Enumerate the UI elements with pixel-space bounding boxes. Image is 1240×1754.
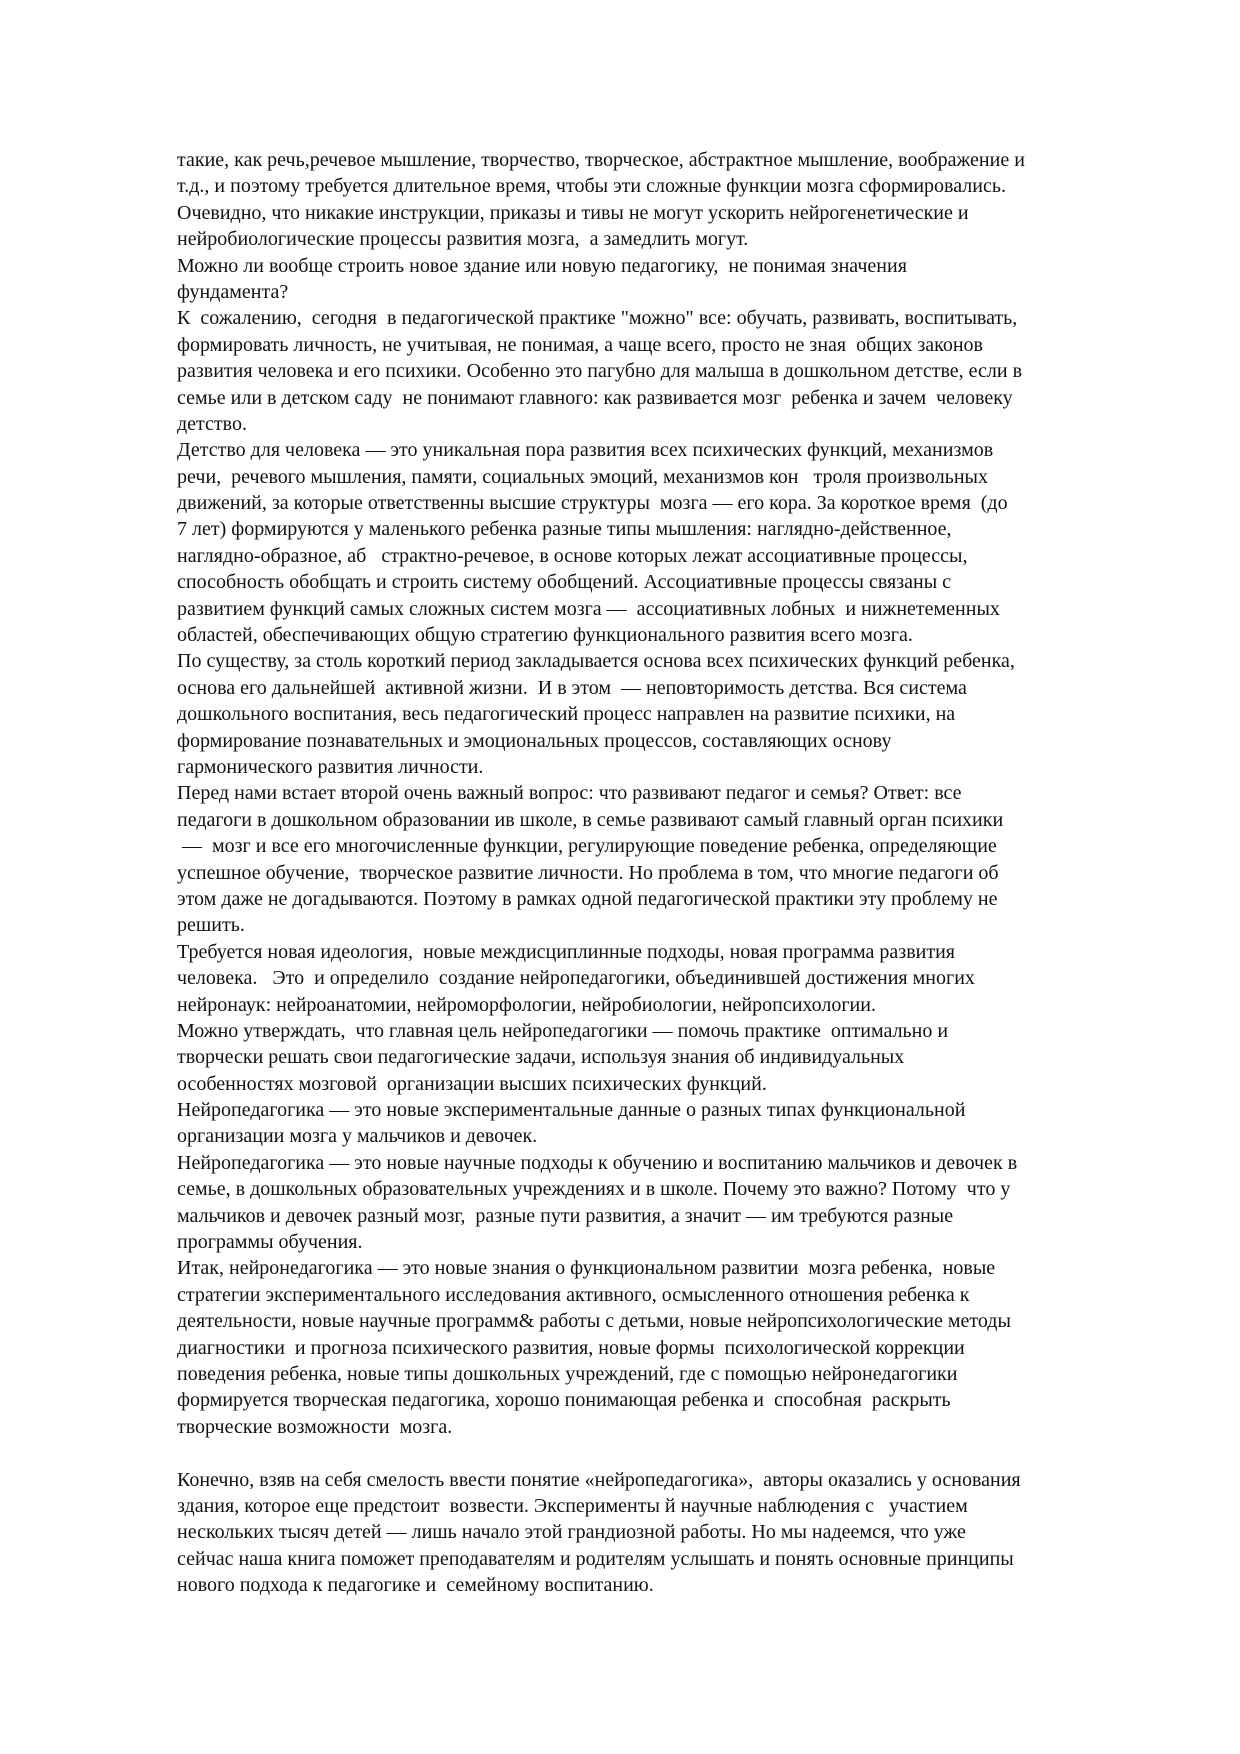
text-line: нейробиологические процессы развития мозга, а замедлить могут.	[177, 228, 749, 251]
text-line: гармонического развития личности.	[177, 755, 484, 778]
text-line: формировать личность, не учитывая, не понимая, а чаще всего, просто не зная общих законов	[177, 333, 983, 356]
text-line: речи, речевого мышления, памяти, социальных эмоций, механизмов кон троля произвольных	[177, 465, 988, 488]
text-line: этом даже не догадываются. Поэтому в рамках одной педагогической практики эту проблему не	[177, 887, 998, 910]
text-line: семье или в детском саду не понимают главного: как развивается мозг ребенка и зачем человеку	[177, 386, 1013, 409]
text-line: организации мозга у мальчиков и девочек.	[177, 1125, 538, 1148]
text-line: Детство для человека — это уникальная пора развития всех психических функций, механизмов	[177, 439, 994, 462]
text-line: мальчиков и девочек разный мозг, разные пути развития, а значит — им требуются разные	[177, 1204, 954, 1227]
text-line: деятельности, новые научные программ& работы с детьми, новые нейропсихологические методы	[177, 1310, 1011, 1333]
text-line: По существу, за столь короткий период закладывается основа всех психических функций ребенка,	[177, 650, 1015, 673]
text-line: движений, за которые ответственны высшие структуры мозга — его кора. За короткое время (до	[177, 492, 1008, 515]
text-line: развитием функций самых сложных систем мозга — ассоциативных лобных и нижнетеменных	[177, 597, 1000, 620]
text-line: решить.	[177, 914, 245, 937]
text-line: т.д., и поэтому требуется длительное время, чтобы эти сложные функции мозга сформировались.	[177, 175, 1006, 198]
text-line: — мозг и все его многочисленные функции, регулирующие поведение ребенка, определяющие	[177, 835, 997, 858]
text-line: фундамента?	[177, 280, 289, 303]
text-line: стратегии экспериментального исследования активного, осмысленного отношения ребенка к	[177, 1283, 970, 1306]
text-line: 7 лет) формируются у маленького ребенка разные типы мышления: наглядно-действенное,	[177, 518, 952, 541]
text-line: развития человека и его психики. Особенно это пагубно для малыша в дошкольном детстве, если в	[177, 360, 1023, 383]
text-line: детство.	[177, 412, 247, 435]
body-text	[177, 147, 1157, 1598]
text-line: Конечно, взяв на себя смелость ввести понятие «нейропедагогика», авторы оказались у основания	[177, 1468, 1021, 1491]
closing-text-section	[177, 1467, 1157, 1599]
text-line: К сожалению, сегодня в педагогической практике "можно" все: обучать, развивать, воспитывать,	[177, 307, 1018, 330]
text-line: Очевидно, что никакие инструкции, приказы и тивы не могут ускорить нейрогенетические и	[177, 201, 969, 224]
text-line: нейронаук: нейроанатомии, нейроморфологии, нейробиологии, нейропсихологии.	[177, 993, 876, 1016]
text-line: Нейропедагогика — это новые экспериментальные данные о разных типах функциональной	[177, 1099, 966, 1122]
text-line: формирование познавательных и эмоциональных процессов, составляющих основу	[177, 729, 892, 752]
paragraph-gap	[177, 1440, 1157, 1466]
text-line: нескольких тысяч детей — лишь начало этой грандиозной работы. Но мы надеемся, что уже	[177, 1521, 966, 1544]
text-line: человека. Это и определило создание нейропедагогики, объединившей достижения многих	[177, 967, 975, 990]
text-line: областей, обеспечивающих общую стратегию функционального развития всего мозга.	[177, 624, 913, 647]
text-line: диагностики и прогноза психического развития, новые формы психологической коррекции	[177, 1336, 965, 1359]
text-line: нового подхода к педагогике и семейному воспитанию.	[177, 1574, 654, 1597]
text-line: формируется творческая педагогика, хорошо понимающая ребенка и способная раскрыть	[177, 1389, 951, 1412]
text-line: здания, которое еще предстоит возвести. Эксперименты й научные наблюдения с участием	[177, 1494, 968, 1517]
text-line: Перед нами встает второй очень важный вопрос: что развивают педагог и семья? Ответ: все	[177, 782, 962, 805]
text-line: Нейропедагогика — это новые научные подходы к обучению и воспитанию мальчиков и девочек в	[177, 1151, 1018, 1174]
text-line: наглядно-образное, аб страктно-речевое, в основе которых лежат ассоциативные процессы,	[177, 544, 968, 567]
text-line: дошкольного воспитания, весь педагогический процесс направлен на развитие психики, на	[177, 703, 956, 726]
text-line: творчески решать свои педагогические задачи, используя знания об индивидуальных	[177, 1046, 905, 1069]
text-line: поведения ребенка, новые типы дошкольных учреждений, где с помощью нейронедагогики	[177, 1362, 958, 1385]
text-line: такие, как речь,речевое мышление, творчество, творческое, абстрактное мышление, воображение и	[177, 149, 1025, 171]
text-line: Можно ли вообще строить новое здание или новую педагогику, не понимая значения	[177, 254, 907, 277]
text-line: Итак, нейронедагогика — это новые знания о функциональном развитии мозга ребенка, новые	[177, 1257, 996, 1280]
text-line: особенностях мозговой организации высших психических функций.	[177, 1072, 767, 1095]
text-line: Можно утверждать, что главная цель нейропедагогики — помочь практике оптимально и	[177, 1019, 949, 1042]
text-line: программы обучения.	[177, 1231, 363, 1254]
text-line: Требуется новая идеология, новые междисциплинные подходы, новая программа развития	[177, 940, 955, 963]
text-line: сейчас наша книга поможет преподавателям и родителям услышать и понять основные принципы	[177, 1547, 1014, 1570]
text-line: успешное обучение, творческое развитие личности. Но проблема в том, что многие педагоги об	[177, 861, 999, 884]
text-line: основа его дальнейшей активной жизни. И в этом — неповторимость детства. Вся система	[177, 676, 967, 699]
text-line: способность обобщать и строить систему обобщений. Ассоциативные процессы связаны с	[177, 571, 952, 594]
main-text-section	[177, 147, 1157, 1440]
text-line: творческие возможности мозга.	[177, 1415, 453, 1438]
text-line: семье, в дошкольных образовательных учреждениях и в школе. Почему это важно? Потому что у	[177, 1178, 1011, 1201]
text-line: педагоги в дошкольном образовании ив школе, в семье развивают самый главный орган психики	[177, 808, 1004, 831]
